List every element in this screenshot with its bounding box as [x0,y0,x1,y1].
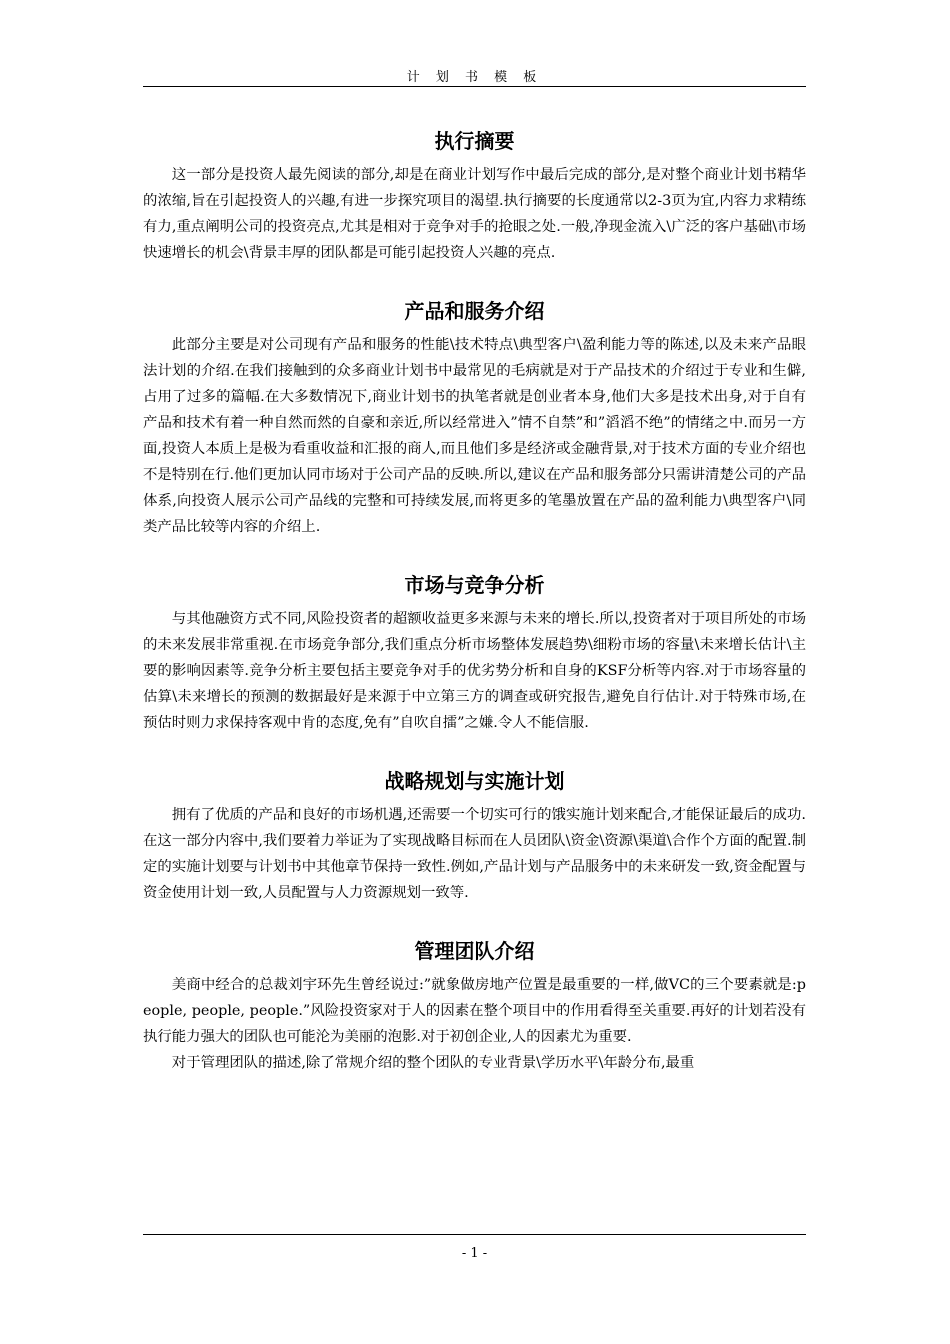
section-title: 产品和服务介绍 [404,299,545,323]
section-market-competition [143,570,806,736]
document-body [143,126,806,1106]
section-executive-summary [143,126,806,266]
footer-divider [143,1234,806,1235]
section-management-team [143,936,806,1076]
section-title: 管理团队介绍 [414,939,535,963]
paragraph: 对于管理团队的描述,除了常规介绍的整个团队的专业背景\学历水平\年龄分布,最重 [171,1055,695,1071]
paragraph: 美商中经合的总裁刘宇环先生曾经说过:”就象做房地产位置是最重要的一样,做VC的三个要素就是:people, people, people.”风险投资家对于人的因素在整个项目中的作用看得至关重要.再好的计划若没有执行能力强大的团队也可能沦为美丽的泡影.对于初创企业,人的因素尤为重要. [143,977,806,1045]
page-header: 计 划 书 模 板 [406,70,543,85]
paragraph: 此部分主要是对公司现有产品和服务的性能\技术特点\典型客户\盈利能力等的陈述,以及未来产品眼法计划的介绍.在我们接触到的众多商业计划书中最常见的毛病就是对于产品技术的介绍过于专业和生僻,占用了过多的篇幅.在大多数情况下,商业计划书的执笔者就是创业者本身,他们大多是技术出身,对于自有产品和技术有着一种自然而然的自豪和亲近,所以经常进入”情不自禁”和”滔滔不绝”的情绪之中.而另一方面,投资人本质上是极为看重收益和汇报的商人,而且他们多是经济或金融背景,对于技术方面的专业介绍也不是特别在行.他们更加认同市场对于公司产品的反映.所以,建议在产品和服务部分只需讲清楚公司的产品体系,向投资人展示公司产品线的完整和可持续发展,而将更多的笔墨放置在产品的盈利能力\典型客户\同类产品比较等内容的介绍上. [143,337,806,535]
page-number: - 1 - [461,1246,488,1261]
section-title: 执行摘要 [434,129,515,153]
section-products-services [143,296,806,540]
section-title: 市场与竞争分析 [404,573,545,597]
section-strategy-implementation [143,766,806,906]
paragraph: 与其他融资方式不同,风险投资者的超额收益更多来源与未来的增长.所以,投资者对于项目所处的市场的未来发展非常重视.在市场竞争部分,我们重点分析市场整体发展趋势\细粉市场的容量\未来增长估计\主要的影响因素等.竞争分析主要包括主要竞争对手的优劣势分析和自身的KSF分析等内容.对于市场容量的估算\未来增长的预测的数据最好是来源于中立第三方的调查或研究报告,避免自行估计.对于特殊市场,在预估时则力求保持客观中肯的态度,免有”自吹自擂”之嫌.令人不能信服. [143,611,806,731]
header-divider [143,86,806,87]
section-title: 战略规划与实施计划 [384,769,565,793]
paragraph: 这一部分是投资人最先阅读的部分,却是在商业计划写作中最后完成的部分,是对整个商业计划书精华的浓缩,旨在引起投资人的兴趣,有进一步探究项目的渴望.执行摘要的长度通常以2-3页为宜,内容力求精练有力,重点阐明公司的投资亮点,尤其是相对于竞争对手的抢眼之处.一般,净现金流入\广泛的客户基础\市场快速增长的机会\背景丰厚的团队都是可能引起投资人兴趣的亮点. [143,167,806,261]
paragraph: 拥有了优质的产品和良好的市场机遇,还需要一个切实可行的饿实施计划来配合,才能保证最后的成功.在这一部分内容中,我们要着力举证为了实现战略目标而在人员团队\资金\资源\渠道\合作个方面的配置.制定的实施计划要与计划书中其他章节保持一致性.例如,产品计划与产品服务中的未来研发一致,资金配置与资金使用计划一致,人员配置与人力资源规划一致等. [143,807,806,901]
